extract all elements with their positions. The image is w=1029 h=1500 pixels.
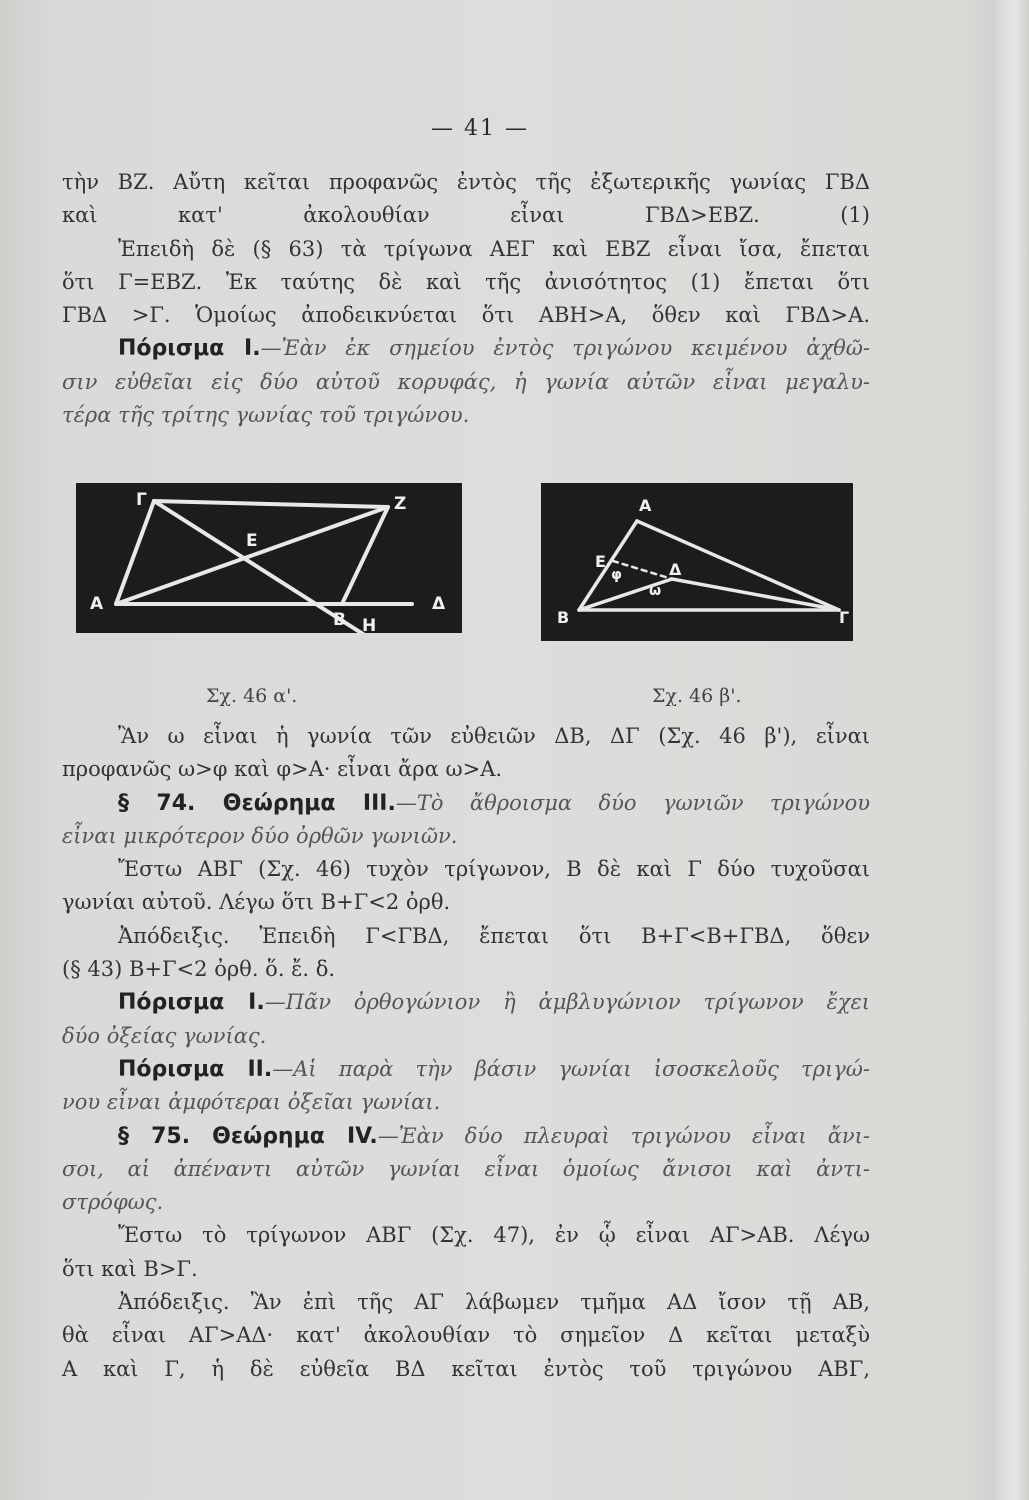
corollary-1-line bbox=[62, 332, 870, 365]
text-line: Ἂν ω εἶναι ἡ γωνία τῶν εὐθειῶν ΔΒ, ΔΓ (Σχ. 46 β'), εἶναι bbox=[118, 724, 870, 748]
text-line: Ἔστω ΑΒΓ (Σχ. 46) τυχὸν τρίγωνον, Β δὲ καὶ Γ δύο τυχοῦσαι bbox=[118, 857, 870, 882]
intro-paragraph bbox=[62, 166, 870, 432]
theorem-text: —Ἐὰν δύο πλευραὶ τριγώνου εἶναι ἄνι- bbox=[377, 1123, 870, 1148]
label-E: Ε bbox=[246, 531, 258, 551]
label-A: Α bbox=[639, 496, 652, 515]
text-line: ὅτι Γ=ΕΒΖ. Ἐκ ταύτης δὲ καὶ τῆς ἀνισότητος (1) ἔπεται ὅτι bbox=[62, 269, 870, 294]
text-line: (§ 43) Β+Γ<2 ὀρθ. ὅ. ἔ. δ. bbox=[62, 957, 336, 982]
label-B: Β bbox=[557, 608, 570, 627]
theorem-text: σοι, αἱ ἀπέναντι αὐτῶν γωνίαι εἶναι ὁμοίως ἄνισοι καὶ ἀντι- bbox=[62, 1156, 870, 1181]
corollary-text: —Πᾶν ὀρθογώνιον ἢ ἀμβλυγώνιον τρίγωνον ἔχει bbox=[264, 990, 870, 1015]
text-line: προφανῶς ω>φ καὶ φ>Α· εἶναι ἄρα ω>Α. bbox=[62, 757, 503, 782]
label-G: Γ bbox=[839, 608, 850, 627]
label-D: Δ bbox=[669, 560, 682, 579]
label-H: Η bbox=[362, 616, 377, 633]
text-line: ὅτι καὶ Β>Γ. bbox=[62, 1256, 198, 1281]
side-AG bbox=[637, 521, 839, 610]
label-E: Ε bbox=[595, 552, 606, 571]
corollary-text: νου εἶναι ἀμφότεραι ὀξεῖαι γωνίαι. bbox=[62, 1090, 441, 1115]
figure-46a-caption: Σχ. 46 α'. bbox=[206, 685, 298, 707]
text-line: γωνίαι αὐτοῦ. Λέγω ὅτι Β+Γ<2 ὀρθ. bbox=[62, 890, 451, 915]
label-omega: ω bbox=[649, 583, 662, 599]
line-GZ bbox=[154, 501, 388, 507]
text-line: θὰ εἶναι ΑΓ>ΑΔ· κατ' ἀκολουθίαν τὸ σημεῖον Δ κεῖται μεταξὺ bbox=[62, 1323, 870, 1348]
line-DG bbox=[672, 579, 839, 610]
page-number: — 41 — bbox=[431, 116, 529, 141]
label-B: Β bbox=[333, 610, 346, 630]
text-line: τὴν ΒΖ. Αὔτη κεῖται προφανῶς ἐντὸς τῆς ἐξωτερικῆς γωνίας ΓΒΔ bbox=[62, 170, 870, 194]
figure-46a bbox=[76, 483, 462, 633]
theorem-text: στρόφως. bbox=[62, 1190, 164, 1215]
corollary-heading: Πόρισμα Ι. bbox=[118, 336, 261, 362]
main-paragraphs bbox=[62, 720, 870, 1386]
corollary-text: σιν εὐθεῖαι εἰς δύο αὐτοῦ κορυφάς, ἡ γωνία αὐτῶν εἶναι μεγαλυ- bbox=[62, 369, 870, 394]
label-D: Δ bbox=[432, 594, 446, 614]
line-AG bbox=[116, 501, 154, 604]
proof-line: Ἀπόδειξις. Ἐπειδὴ Γ<ΓΒΔ, ἔπεται ὅτι Β+Γ<Β+ΓΒΔ, ὅθεν bbox=[118, 923, 870, 948]
figure-46b bbox=[541, 483, 853, 641]
theorem-3-line bbox=[62, 787, 870, 820]
text-line: Ἐπειδὴ δὲ (§ 63) τὰ τρίγωνα ΑΕΓ καὶ ΕΒΖ εἶναι ἴσα, ἔπεται bbox=[118, 236, 870, 261]
theorem-heading: § 74. Θεώρημα ΙΙΙ. bbox=[118, 790, 396, 816]
proof-line: Ἀπόδειξις. Ἂν ἐπὶ τῆς ΑΓ λάβωμεν τμῆμα ΑΔ ἴσον τῇ ΑΒ, bbox=[118, 1290, 870, 1315]
corollary-line bbox=[62, 986, 870, 1019]
figure-46a-drawing bbox=[76, 483, 462, 633]
text-line: ΓΒΔ >Γ. Ὁμοίως ἀποδεικνύεται ὅτι ΑΒΗ>Α, ὅθεν καὶ ΓΒΔ>Α. bbox=[62, 303, 870, 328]
label-A: Α bbox=[90, 594, 104, 614]
page-edge bbox=[995, 0, 1029, 1500]
text-line: Ἔστω τὸ τρίγωνον ΑΒΓ (Σχ. 47), ἐν ᾧ εἶναι ΑΓ>ΑΒ. Λέγω bbox=[118, 1223, 870, 1248]
figure-46b-drawing bbox=[541, 483, 853, 641]
figure-46b-caption: Σχ. 46 β'. bbox=[652, 685, 742, 707]
theorem-heading: § 75. Θεώρημα ΙV. bbox=[118, 1123, 378, 1149]
text-line: καὶ κατ' ἀκολουθίαν εἶναι ΓΒΔ>ΕΒΖ. (1) bbox=[62, 203, 870, 228]
corollary-text: —Ἐὰν ἐκ σημείου ἐντὸς τριγώνου κειμένου ἀχθῶ- bbox=[260, 336, 870, 361]
label-G: Γ bbox=[136, 490, 147, 510]
corollary-line bbox=[62, 1053, 870, 1086]
theorem-text: —Τὸ ἄθροισμα δύο γωνιῶν τριγώνου bbox=[395, 790, 870, 815]
corollary-text: τέρα τῆς τρίτης γωνίας τοῦ τριγώνου. bbox=[62, 403, 470, 428]
theorem-4-line bbox=[62, 1120, 870, 1153]
label-phi: φ bbox=[611, 567, 622, 583]
corollary-text: —Αἱ παρὰ τὴν βάσιν γωνίαι ἰσοσκελοῦς τριγώ- bbox=[272, 1056, 870, 1081]
corollary-text: δύο ὀξείας γωνίας. bbox=[62, 1023, 267, 1048]
label-Z: Ζ bbox=[394, 494, 407, 514]
text-line: Α καὶ Γ, ἡ δὲ εὐθεῖα ΒΔ κεῖται ἐντὸς τοῦ τριγώνου ΑΒΓ, bbox=[62, 1356, 870, 1381]
corollary-heading: Πόρισμα ΙΙ. bbox=[118, 1056, 273, 1082]
corollary-heading: Πόρισμα Ι. bbox=[118, 990, 265, 1016]
theorem-text: εἶναι μικρότερον δύο ὀρθῶν γωνιῶν. bbox=[62, 823, 458, 848]
